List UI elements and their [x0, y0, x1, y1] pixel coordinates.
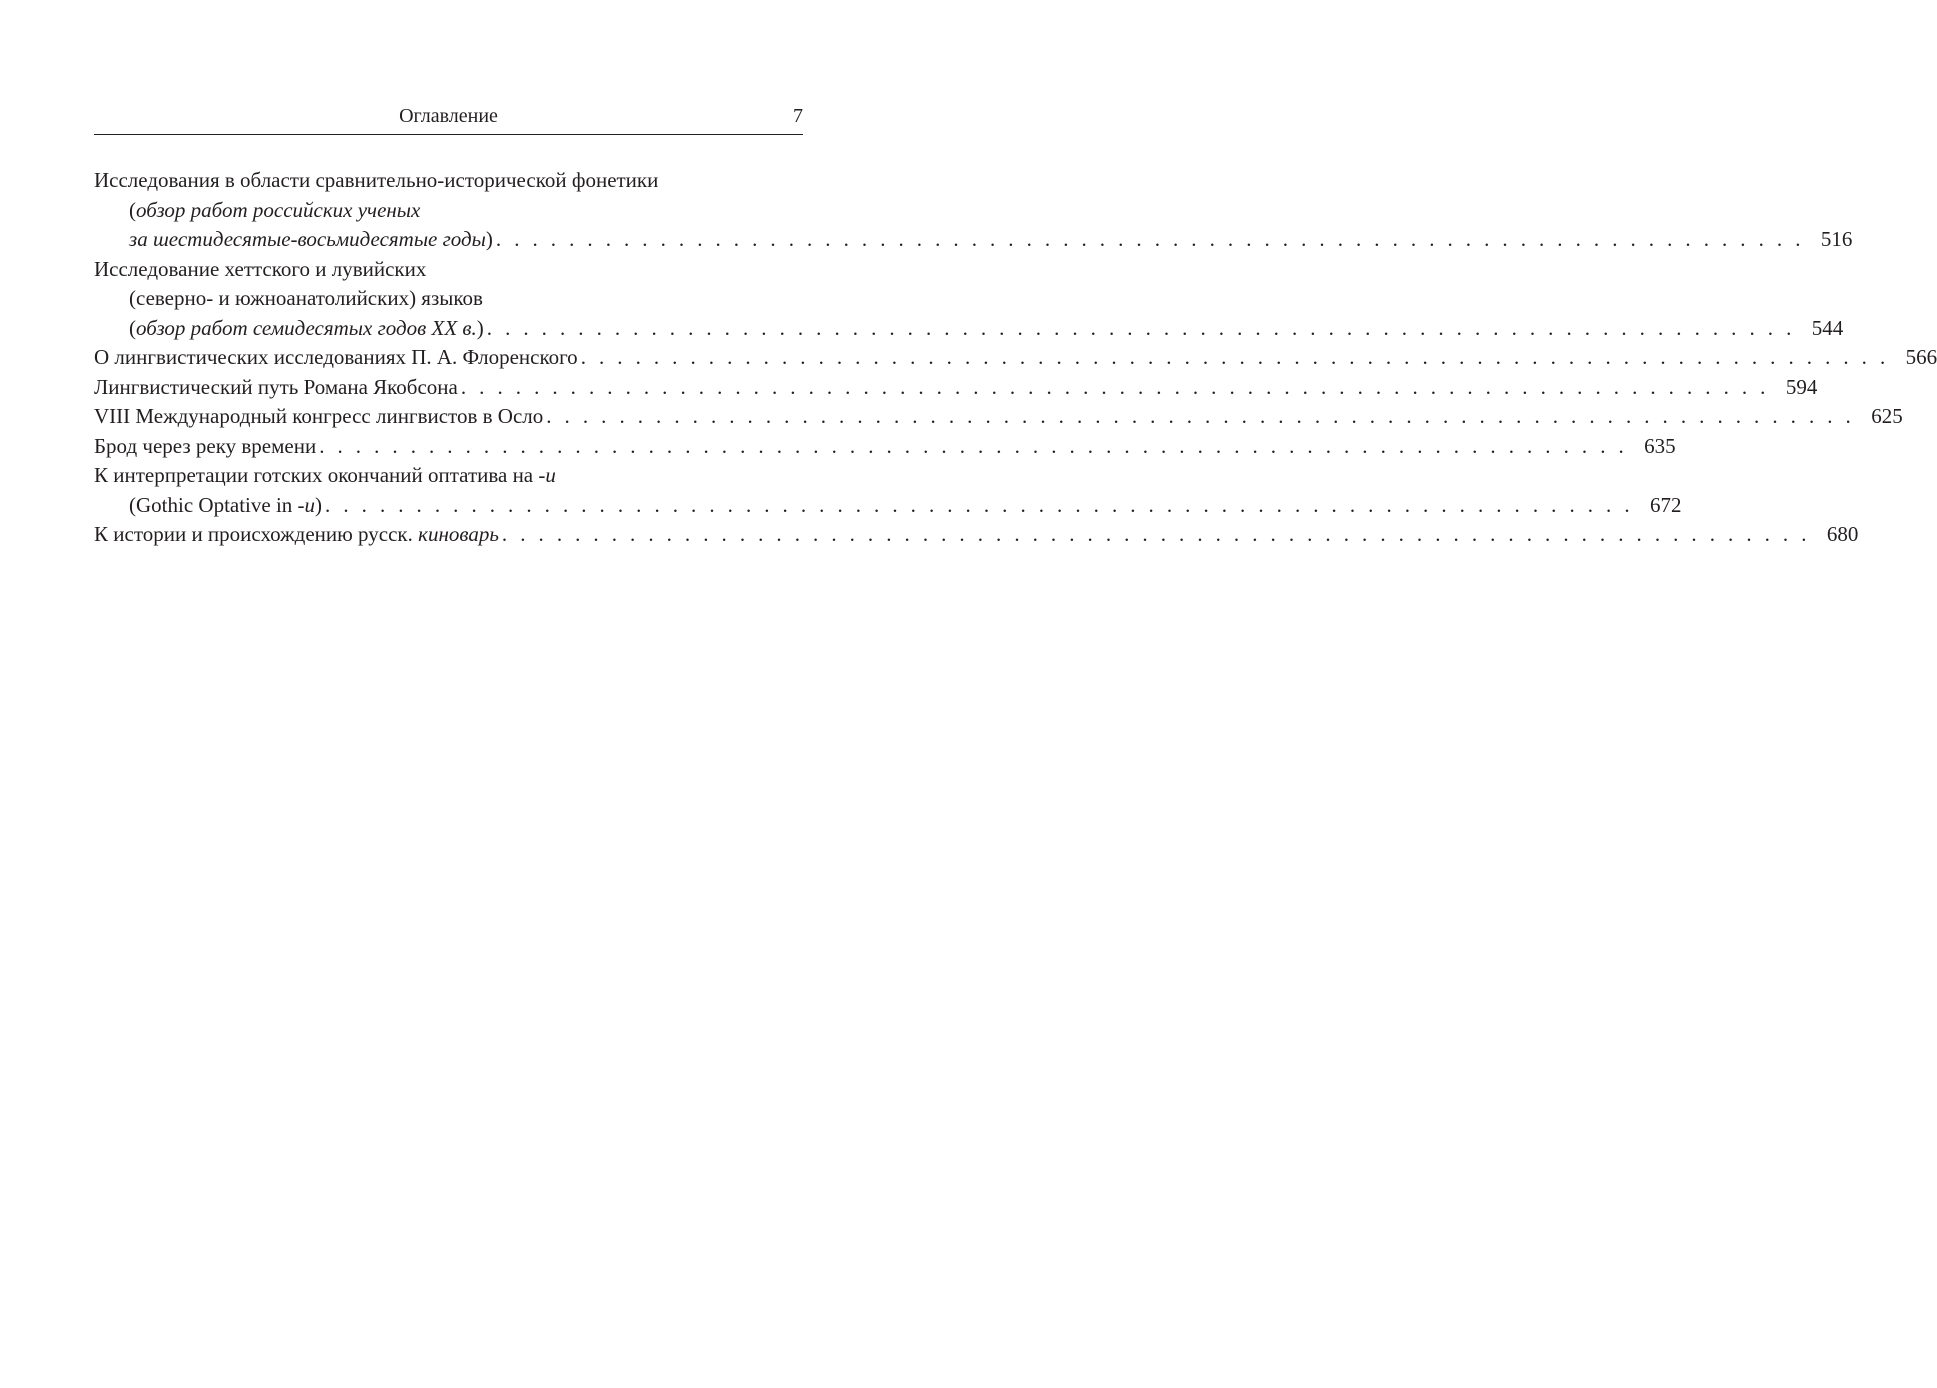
toc-entry[interactable] — [94, 373, 1818, 403]
table-of-contents — [94, 166, 1937, 550]
toc-page-number: 680 — [1826, 522, 1859, 546]
toc-entry[interactable] — [94, 343, 1937, 373]
toc-entry[interactable] — [94, 461, 1682, 520]
running-header — [94, 103, 803, 135]
toc-page-number: 625 — [1871, 404, 1903, 428]
toc-entry-final-line: (обзор работ семидесятых годов XX в.) . . . . . . . . . . . . . . . . . . . . . . . . . . . . . . . . . . . . . . . . . . . . . . . . . . . . . . . . . . . . . . . . . . . . . . . . 544 — [94, 314, 803, 344]
toc-entry-title: VIII Международный конгресс лингвистов в Осло — [94, 404, 544, 428]
dot-leader: . . . . . . . . . . . . . . . . . . . . . . . . . . . . . . . . . . . . . . . . . . . . . . . . . . . . . . . . . . . . . . . . . . . . . . . . — [501, 522, 1811, 546]
toc-page-number: 672 — [1650, 492, 1682, 517]
toc-entry[interactable] — [94, 520, 1859, 550]
running-header-title: Оглавление — [399, 105, 498, 127]
dot-leader: . . . . . . . . . . . . . . . . . . . . . . . . . . . . . . . . . . . . . . . . . . . . . . . . . . . . . . . . . . . . . . . . . . . . . . . . — [495, 227, 1805, 251]
dot-leader: . . . . . . . . . . . . . . . . . . . . . . . . . . . . . . . . . . . . . . . . . . . . . . . . . . . . . . . . . . . . . . . . . . . . . . . . — [325, 492, 1634, 517]
toc-entry-title-line: Исследование хеттского и лувийских — [94, 256, 427, 281]
toc-entry-title-line: К интерпретации готских окончаний оптатива на -u — [94, 463, 556, 487]
toc-entry-final-line: за шестидесятые-восьмидесятые годы) . . . . . . . . . . . . . . . . . . . . . . . . . . . . . . . . . . . . . . . . . . . . . . . . . . . . . . . . . . . . . . . . . . . . . . . . 516 — [94, 225, 803, 255]
toc-page-number: 566 — [1905, 345, 1937, 369]
toc-entry-title: Лингвистический путь Романа Якобсона — [94, 374, 458, 399]
toc-entry-final-line: (Gothic Optative in -u) . . . . . . . . . . . . . . . . . . . . . . . . . . . . . . . . . . . . . . . . . . . . . . . . . . . . . . . . . . . . . . . . . . . . . . . . 672 — [94, 491, 803, 521]
toc-entry[interactable] — [94, 432, 1676, 462]
toc-entry-title: К истории и происхождению русск. киноварь — [94, 522, 499, 546]
toc-entry[interactable] — [94, 255, 1844, 344]
toc-entry-title-line: Исследования в области сравнительно-исторической фонетики — [94, 168, 659, 192]
dot-leader: . . . . . . . . . . . . . . . . . . . . . . . . . . . . . . . . . . . . . . . . . . . . . . . . . . . . . . . . . . . . . . . . . . . . . . . . — [486, 315, 1796, 340]
dot-leader: . . . . . . . . . . . . . . . . . . . . . . . . . . . . . . . . . . . . . . . . . . . . . . . . . . . . . . . . . . . . . . . . . . . . . . . . — [546, 404, 1855, 428]
dot-leader: . . . . . . . . . . . . . . . . . . . . . . . . . . . . . . . . . . . . . . . . . . . . . . . . . . . . . . . . . . . . . . . . . . . . . . . . — [580, 345, 1890, 369]
toc-page-number: 594 — [1785, 374, 1818, 399]
toc-page-number: 516 — [1820, 227, 1853, 251]
dot-leader: . . . . . . . . . . . . . . . . . . . . . . . . . . . . . . . . . . . . . . . . . . . . . . . . . . . . . . . . . . . . . . . . . . . . . . . . — [319, 433, 1628, 458]
toc-entry[interactable] — [94, 402, 1903, 432]
toc-entry-subtitle-line: (северно- и южноанатолийских) языков — [129, 286, 483, 310]
toc-page-number: 635 — [1644, 433, 1676, 458]
toc-page-number: 544 — [1811, 315, 1844, 340]
toc-entry-subtitle-line: (обзор работ российских ученых — [129, 197, 421, 222]
page-number: 7 — [793, 105, 803, 127]
dot-leader: . . . . . . . . . . . . . . . . . . . . . . . . . . . . . . . . . . . . . . . . . . . . . . . . . . . . . . . . . . . . . . . . . . . . . . . . — [460, 374, 1770, 399]
toc-entry-title: О лингвистических исследованиях П. А. Флоренского — [94, 345, 578, 369]
toc-entry-title: Брод через реку времени — [94, 433, 317, 458]
toc-entry[interactable] — [94, 166, 1853, 255]
